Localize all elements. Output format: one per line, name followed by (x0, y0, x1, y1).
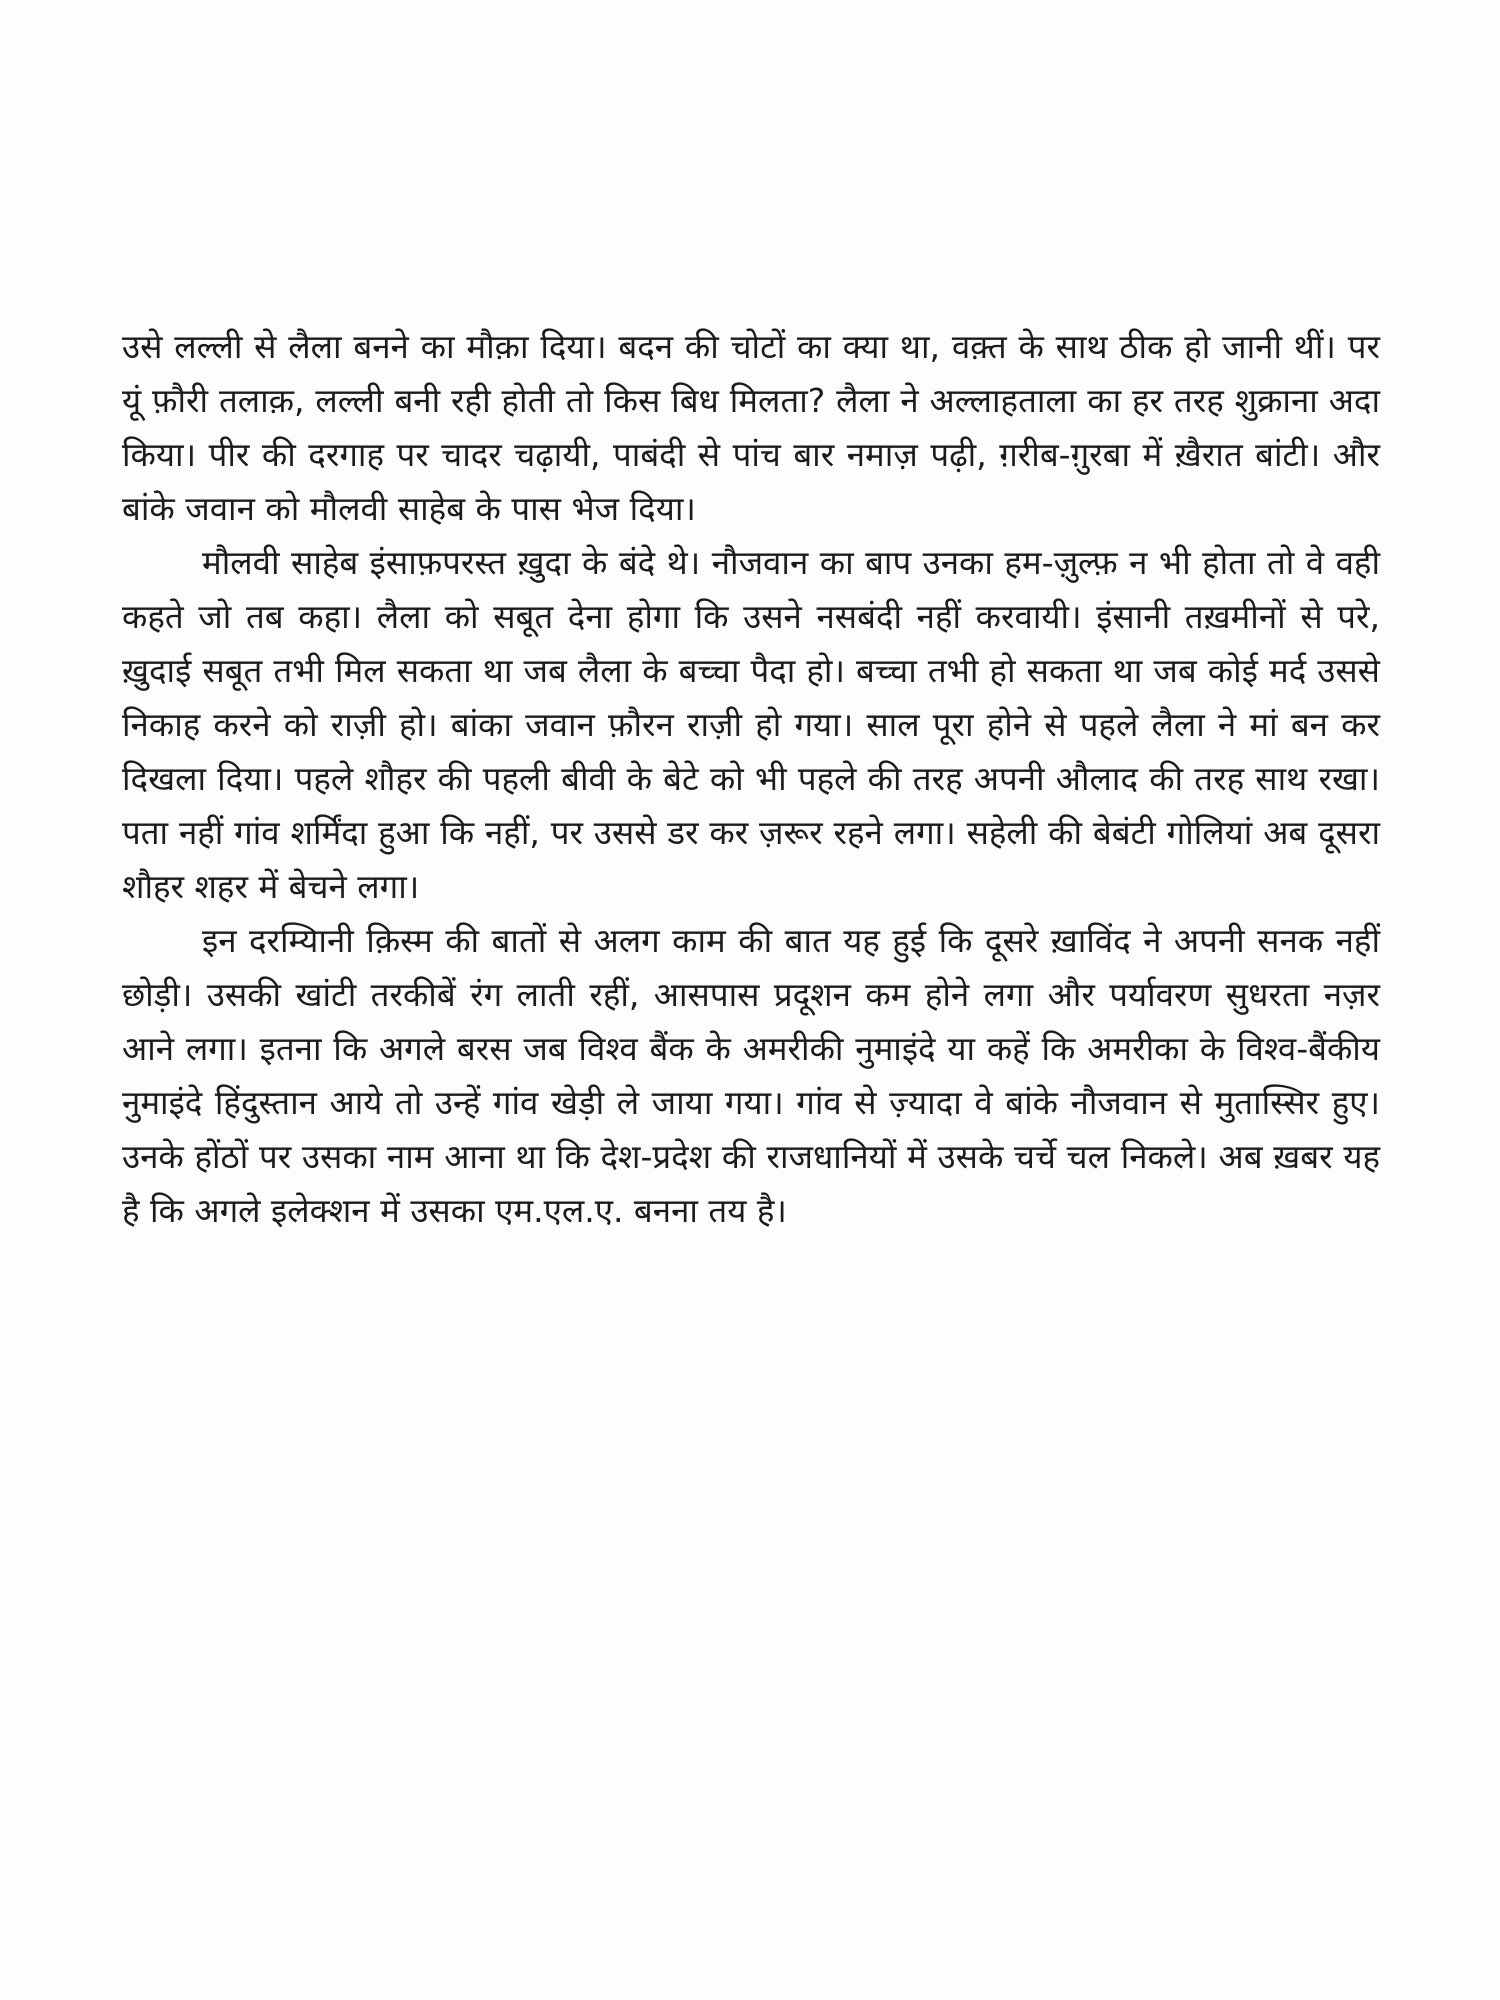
paragraph-2: मौलवी साहेब इंसाफ़परस्त ख़ुदा के बंदे थे। नौजवान का बाप उनका हम-ज़ुल्फ़ न भी होता तो वे वही कहते जो तब कहा। लैला को सबूत देना होगा कि उसने नसबंदी नहीं करवायी। इंसानी तख़मीनों से परे, ख़ुदाई सबूत तभी मिल सकता था जब लैला के बच्चा पैदा हो। बच्चा तभी हो सकता था जब कोई मर्द उससे निकाह करने को राज़ी हो। बांका जवान फ़ौरन राज़ी हो गया। साल पूरा होने से पहले लैला ने मां बन कर दिखला दिया। पहले शौहर की पहली बीवी के बेटे को भी पहले की तरह अपनी औलाद की तरह साथ रखा। पता नहीं गांव शर्मिंदा हुआ कि नहीं, पर उससे डर कर ज़रूर रहने लगा। सहेली की बेबंटी गोलियां अब दूसरा शौहर शहर में बेचने लगा। (122, 543, 1380, 906)
page-body-text (122, 320, 1380, 1238)
paragraph-1: उसे लल्ली से लैला बनने का मौक़ा दिया। बदन की चोटों का क्या था, वक़्त के साथ ठीक हो जानी थीं। पर यूं फ़ौरी तलाक़, लल्ली बनी रही होती तो किस बिध मिलता? लैला ने अल्लाहताला का हर तरह शुक्राना अदा किया। पीर की दरगाह पर चादर चढ़ायी, पाबंदी से पांच बार नमाज़ पढ़ी, ग़रीब-ग़ुरबा में ख़ैरात बांटी। और बांके जवान को मौलवी साहेब के पास भेज दिया। (122, 327, 1380, 528)
paragraph-3: इन दरम्यिानी क़िस्म की बातों से अलग काम की बात यह हुई कि दूसरे ख़ाविंद ने अपनी सनक नहीं छोड़ी। उसकी खांटी तरकीबें रंग लाती रहीं, आसपास प्रदूशन कम होने लगा और पर्यावरण सुधरता नज़र आने लगा। इतना कि अगले बरस जब विश्व बैंक के अमरीकी नुमाइंदे या कहें कि अमरीका के विश्व-बैंकीय नुमाइंदे हिंदुस्तान आये तो उन्हें गांव खेड़ी ले जाया गया। गांव से ज़्यादा वे बांके नौजवान से मुतास्सिर हुए। उनके होंठों पर उसका नाम आना था कि देश-प्रदेश की राजधानियों में उसके चर्चे चल निकले। अब ख़बर यह है कि अगले इलेक्शन में उसका एम.एल.ए. बनना तय है। (122, 921, 1380, 1230)
